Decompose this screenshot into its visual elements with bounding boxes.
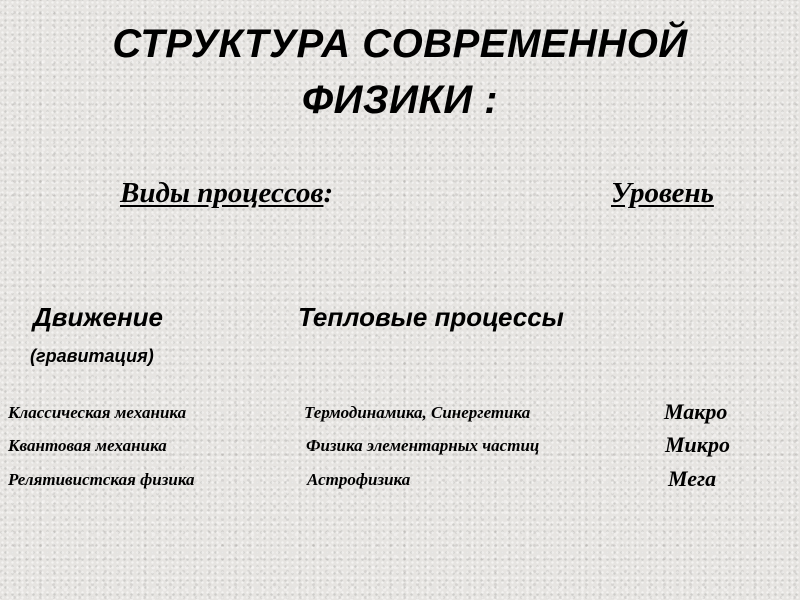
row-2-motion: Квантовая механика [8, 436, 167, 455]
row-2-thermal: Физика элементарных частиц [306, 436, 540, 455]
row-3-thermal: Астрофизика [307, 470, 411, 489]
row-1-level: Макро [664, 399, 728, 424]
row-3-motion: Релятивистская физика [8, 470, 195, 489]
slide-title-line-2: ФИЗИКИ : [301, 78, 499, 122]
column-thermal-heading: Тепловые процессы [298, 302, 564, 332]
row-3-level: Мега [668, 466, 717, 491]
processes-heading-colon: : [323, 177, 334, 209]
slide-title-line-1: СТРУКТУРА СОВРЕМЕННОЙ [112, 22, 688, 66]
column-motion-heading: Движение [33, 302, 164, 332]
processes-heading [120, 176, 333, 210]
level-heading [611, 176, 714, 210]
row-2-level: Микро [665, 432, 730, 457]
row-1-motion: Классическая механика [8, 403, 187, 422]
row-1-thermal: Термодинамика, Синергетика [304, 403, 531, 422]
processes-heading-text: Виды процессов [120, 177, 324, 209]
level-heading-text: Уровень [611, 177, 714, 209]
column-motion-subheading: (гравитация) [30, 346, 154, 366]
